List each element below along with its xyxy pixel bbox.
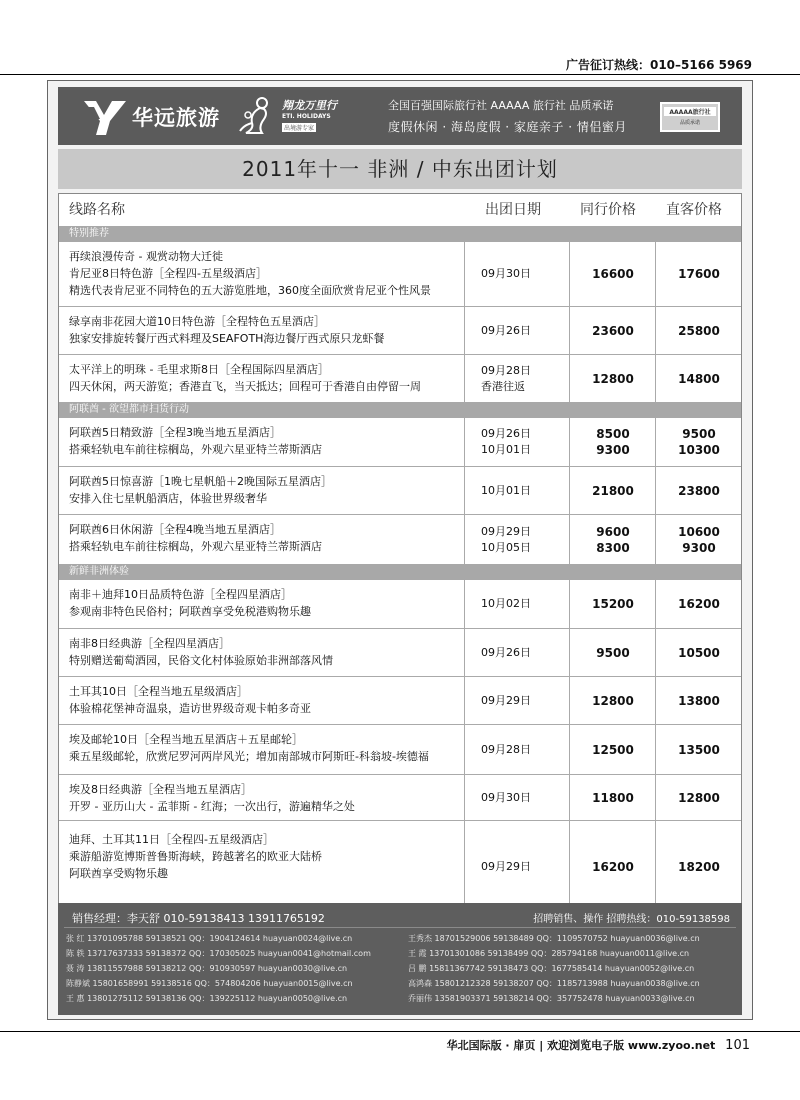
route-line: 乘五星级邮轮，欣赏尼罗河两岸风光；增加南部城市阿斯旺-科翁坡-埃德福 <box>69 750 429 763</box>
peer-price: 9500 <box>596 646 630 660</box>
top-hotline-bar <box>0 54 800 76</box>
peer-price-cell <box>569 629 656 677</box>
date-cell <box>464 355 570 403</box>
date-value: 09月29日 <box>481 525 531 538</box>
table-row <box>59 580 741 628</box>
tour-table <box>58 193 742 913</box>
date-cell <box>464 775 570 821</box>
direct-price: 16200 <box>678 597 720 611</box>
direct-price: 12800 <box>678 791 720 805</box>
direct-price: 10300 <box>678 443 720 457</box>
date-value: 10月02日 <box>481 597 531 610</box>
direct-price: 23800 <box>678 484 720 498</box>
peer-price: 12800 <box>592 694 634 708</box>
table-row <box>59 418 741 466</box>
section-header <box>59 226 741 242</box>
header-date: 出团日期 <box>485 202 541 218</box>
ad-hotline: 广告征订热线：010–5166 5969 <box>565 58 752 72</box>
tour-plan-card <box>47 80 753 1020</box>
direct-price-cell <box>655 580 742 628</box>
peer-price-cell <box>569 418 656 466</box>
table-row <box>59 676 741 725</box>
route-line: 特别赠送葡萄酒园，民俗文化村体验原始非洲部落风情 <box>69 654 333 667</box>
date-cell <box>464 242 570 306</box>
table-row <box>59 466 741 515</box>
contact-entry: 张 红 13701095788 59138521 QQ：1904124614 huayuan0024@live.cn <box>66 934 353 943</box>
direct-price: 25800 <box>678 324 720 338</box>
eti-tagline: 出境游专家 <box>284 125 315 132</box>
direct-price: 14800 <box>678 372 720 386</box>
direct-price: 13800 <box>678 694 720 708</box>
peer-price: 21800 <box>592 484 634 498</box>
route-cell <box>59 775 464 821</box>
huayuan-logo-icon <box>82 97 128 137</box>
date-cell <box>464 821 570 913</box>
route-line: 搭乘轻轨电车前往棕榈岛，外观六星亚特兰蒂斯酒店 <box>69 540 322 553</box>
direct-price-cell <box>655 515 742 565</box>
direct-price-cell <box>655 725 742 775</box>
route-line: 肯尼亚8日特色游［全程四-五星级酒店］ <box>69 267 267 280</box>
date-cell <box>464 307 570 355</box>
peer-price-cell <box>569 677 656 725</box>
peer-price: 23600 <box>592 324 634 338</box>
peer-price: 15200 <box>592 597 634 611</box>
route-line: 埃及邮轮10日［全程当地五星酒店＋五星邮轮］ <box>69 733 303 746</box>
route-line: 再续浪漫传奇 - 观赏动物大迁徙 <box>69 250 223 263</box>
route-cell <box>59 677 464 725</box>
date-cell <box>464 725 570 775</box>
date-value: 09月30日 <box>481 791 531 804</box>
slogan-line-1: 全国百强国际旅行社 AAAAA 旅行社 品质承诺 <box>388 99 614 112</box>
direct-price: 9500 <box>682 427 716 441</box>
date-value: 09月29日 <box>481 694 531 707</box>
direct-price-cell <box>655 467 742 515</box>
section-header <box>59 402 741 418</box>
header-route: 线路名称 <box>69 202 125 218</box>
table-row <box>59 354 741 403</box>
contact-entry: 王 霞 13701301086 59138499 QQ：285794168 huayuan0011@live.cn <box>408 949 690 958</box>
brand-header <box>58 87 742 145</box>
direct-price-cell <box>655 677 742 725</box>
direct-price: 10500 <box>678 646 720 660</box>
route-cell <box>59 725 464 775</box>
peer-price-cell <box>569 580 656 628</box>
route-line: 安排入住七星帆船酒店，体验世界级奢华 <box>69 492 267 505</box>
peer-price-cell <box>569 821 656 913</box>
peer-price-cell <box>569 355 656 403</box>
direct-price-cell <box>655 629 742 677</box>
plan-title: 2011年十一 非洲 / 中东出团计划 <box>242 157 558 181</box>
route-line: 参观南非特色民俗村；阿联酋享受免税港购物乐趣 <box>69 605 311 618</box>
table-row <box>59 774 741 821</box>
direct-price-cell <box>655 242 742 306</box>
date-cell <box>464 515 570 565</box>
table-header <box>59 194 741 226</box>
route-line: 独家安排旋转餐厅西式料理及SEAFOTH海边餐厅西式原只龙虾餐 <box>69 332 385 345</box>
contact-entry: 聂 涛 13811557988 59138212 QQ：910930597 huayuan0030@live.cn <box>66 964 348 973</box>
contact-entry: 乔丽伟 13581903371 59138214 QQ：357752478 huayuan0033@live.cn <box>408 994 695 1003</box>
sales-manager: 销售经理：李天舒 010-59138413 13911765192 <box>72 912 325 925</box>
section-title: 新鲜非洲体验 <box>69 566 129 577</box>
aaaaa-badge <box>660 102 720 132</box>
route-line: 阿联酋5日精致游［全程3晚当地五星酒店］ <box>69 426 281 439</box>
date-cell <box>464 467 570 515</box>
route-cell <box>59 307 464 355</box>
kangaroo-icon <box>236 95 278 137</box>
contact-entry: 王秀杰 18701529006 59138489 QQ：1109570752 huayuan0036@live.cn <box>408 934 700 943</box>
badge-bottom-text: 品质承诺 <box>679 120 700 126</box>
section-title: 阿联酋 - 欲望都市扫货行动 <box>69 404 189 415</box>
route-line: 太平洋上的明珠 - 毛里求斯8日［全程国际四星酒店］ <box>69 363 329 376</box>
direct-price-cell <box>655 307 742 355</box>
peer-price-cell <box>569 725 656 775</box>
table-row <box>59 242 741 306</box>
direct-price: 17600 <box>678 267 720 281</box>
date-value: 09月26日 <box>481 324 531 337</box>
contact-footer <box>58 903 742 1015</box>
date-value: 10月01日 <box>481 484 531 497</box>
table-row <box>59 306 741 355</box>
date-value: 09月26日 <box>481 427 531 440</box>
route-cell <box>59 515 464 565</box>
table-row <box>59 724 741 775</box>
huayuan-logo-text: 华远旅游 <box>132 106 220 130</box>
route-line: 迪拜、土耳其11日［全程四-五星级酒店］ <box>69 833 274 846</box>
peer-price-cell <box>569 775 656 821</box>
contact-entry: 王 惠 13801275112 59138136 QQ：139225112 huayuan0050@live.cn <box>66 994 348 1003</box>
bottom-divider <box>0 1031 800 1032</box>
direct-price-cell <box>655 418 742 466</box>
direct-price: 10600 <box>678 525 720 539</box>
peer-price: 8300 <box>596 541 630 555</box>
top-divider <box>0 74 800 75</box>
route-line: 乘游船游览博斯普鲁斯海峡，跨越著名的欧亚大陆桥 <box>69 850 322 863</box>
route-cell <box>59 355 464 403</box>
section-header <box>59 564 741 580</box>
peer-price: 11800 <box>592 791 634 805</box>
peer-price: 12800 <box>592 372 634 386</box>
slogan-line-2: 度假休闲 · 海岛度假 · 家庭亲子 · 情侣蜜月 <box>388 120 627 134</box>
footer-divider <box>64 927 736 928</box>
route-cell <box>59 242 464 306</box>
route-line: 埃及8日经典游［全程当地五星酒店］ <box>69 783 252 796</box>
direct-price: 9300 <box>682 541 716 555</box>
peer-price-cell <box>569 515 656 565</box>
page-footer-text: 华北国际版 · 扉页 | 欢迎浏览电子版 www.zyoo.net <box>446 1039 716 1052</box>
peer-price: 16200 <box>592 860 634 874</box>
route-line: 阿联酋5日惊喜游［1晚七星帆船＋2晚国际五星酒店］ <box>69 475 332 488</box>
route-line: 精选代表肯尼亚不同特色的五大游览胜地，360度全面欣赏肯尼亚个性风景 <box>69 284 431 297</box>
peer-price: 8500 <box>596 427 630 441</box>
header-peer-price: 同行价格 <box>580 202 636 218</box>
page-number: 101 <box>725 1038 750 1053</box>
plan-title-bar <box>58 149 742 189</box>
recruitment-hotline: 招聘销售、操作 招聘热线：010-59138598 <box>533 914 730 925</box>
direct-price-cell <box>655 355 742 403</box>
date-value: 09月30日 <box>481 267 531 280</box>
peer-price-cell <box>569 307 656 355</box>
page-footer <box>447 1037 750 1053</box>
route-line: 阿联酋6日休闲游［全程4晚当地五星酒店］ <box>69 523 281 536</box>
eti-holidays-logo <box>236 93 337 139</box>
route-cell <box>59 821 464 913</box>
route-line: 绿享南非花园大道10日特色游［全程特色五星酒店］ <box>69 315 325 328</box>
header-direct-price: 直客价格 <box>666 202 722 218</box>
table-row <box>59 628 741 677</box>
peer-price: 12500 <box>592 743 634 757</box>
route-line: 南非＋迪拜10日品质特色游［全程四星酒店］ <box>69 588 292 601</box>
direct-price: 18200 <box>678 860 720 874</box>
date-cell <box>464 418 570 466</box>
date-value: 10月01日 <box>481 443 531 456</box>
date-value: 09月29日 <box>481 860 531 873</box>
peer-price: 9600 <box>596 525 630 539</box>
route-cell <box>59 629 464 677</box>
route-cell <box>59 467 464 515</box>
date-value: 09月28日 <box>481 364 531 377</box>
date-value: 香港往返 <box>481 380 525 393</box>
route-cell <box>59 418 464 466</box>
route-line: 体验棉花堡神奇温泉，造访世界级奇观卡帕多奇亚 <box>69 702 311 715</box>
route-line: 搭乘轻轨电车前往棕榈岛，外观六星亚特兰蒂斯酒店 <box>69 443 322 456</box>
contact-entry: 陈 轶 13717637333 59138372 QQ：170305025 huayuan0041@hotmail.com <box>66 949 371 958</box>
section-title: 特别推荐 <box>69 228 109 239</box>
peer-price: 16600 <box>592 267 634 281</box>
peer-price-cell <box>569 467 656 515</box>
eti-title: 翔龙万里行 <box>282 99 337 112</box>
date-value: 10月05日 <box>481 541 531 554</box>
date-cell <box>464 580 570 628</box>
route-line: 阿联酋享受购物乐趣 <box>69 867 168 880</box>
route-cell <box>59 580 464 628</box>
date-cell <box>464 629 570 677</box>
route-line: 南非8日经典游［全程四星酒店］ <box>69 637 230 650</box>
peer-price-cell <box>569 242 656 306</box>
direct-price: 13500 <box>678 743 720 757</box>
direct-price-cell <box>655 821 742 913</box>
route-line: 土耳其10日［全程当地五星级酒店］ <box>69 685 248 698</box>
date-cell <box>464 677 570 725</box>
direct-price-cell <box>655 775 742 821</box>
peer-price: 9300 <box>596 443 630 457</box>
contact-entry: 吕 鹏 15811367742 59138473 QQ：1677585414 huayuan0052@live.cn <box>408 964 695 973</box>
contact-entry: 高鸿森 15801212328 59138207 QQ：1185713988 huayuan0038@live.cn <box>408 979 700 988</box>
route-line: 四天休闲，两天游览；香港直飞，当天抵达；回程可于香港自由停留一周 <box>69 380 421 393</box>
date-value: 09月26日 <box>481 646 531 659</box>
badge-top-text: AAAAA旅行社 <box>664 107 716 116</box>
contact-entry: 陈静斌 15801658991 59138516 QQ：574804206 huayuan0015@live.cn <box>66 979 353 988</box>
table-row <box>59 514 741 565</box>
table-row <box>59 820 741 913</box>
eti-subtitle: ETI. HOLIDAYS <box>282 113 331 120</box>
route-line: 开罗 - 亚历山大 - 孟菲斯 - 红海；一次出行，游遍精华之处 <box>69 800 355 813</box>
date-value: 09月28日 <box>481 743 531 756</box>
